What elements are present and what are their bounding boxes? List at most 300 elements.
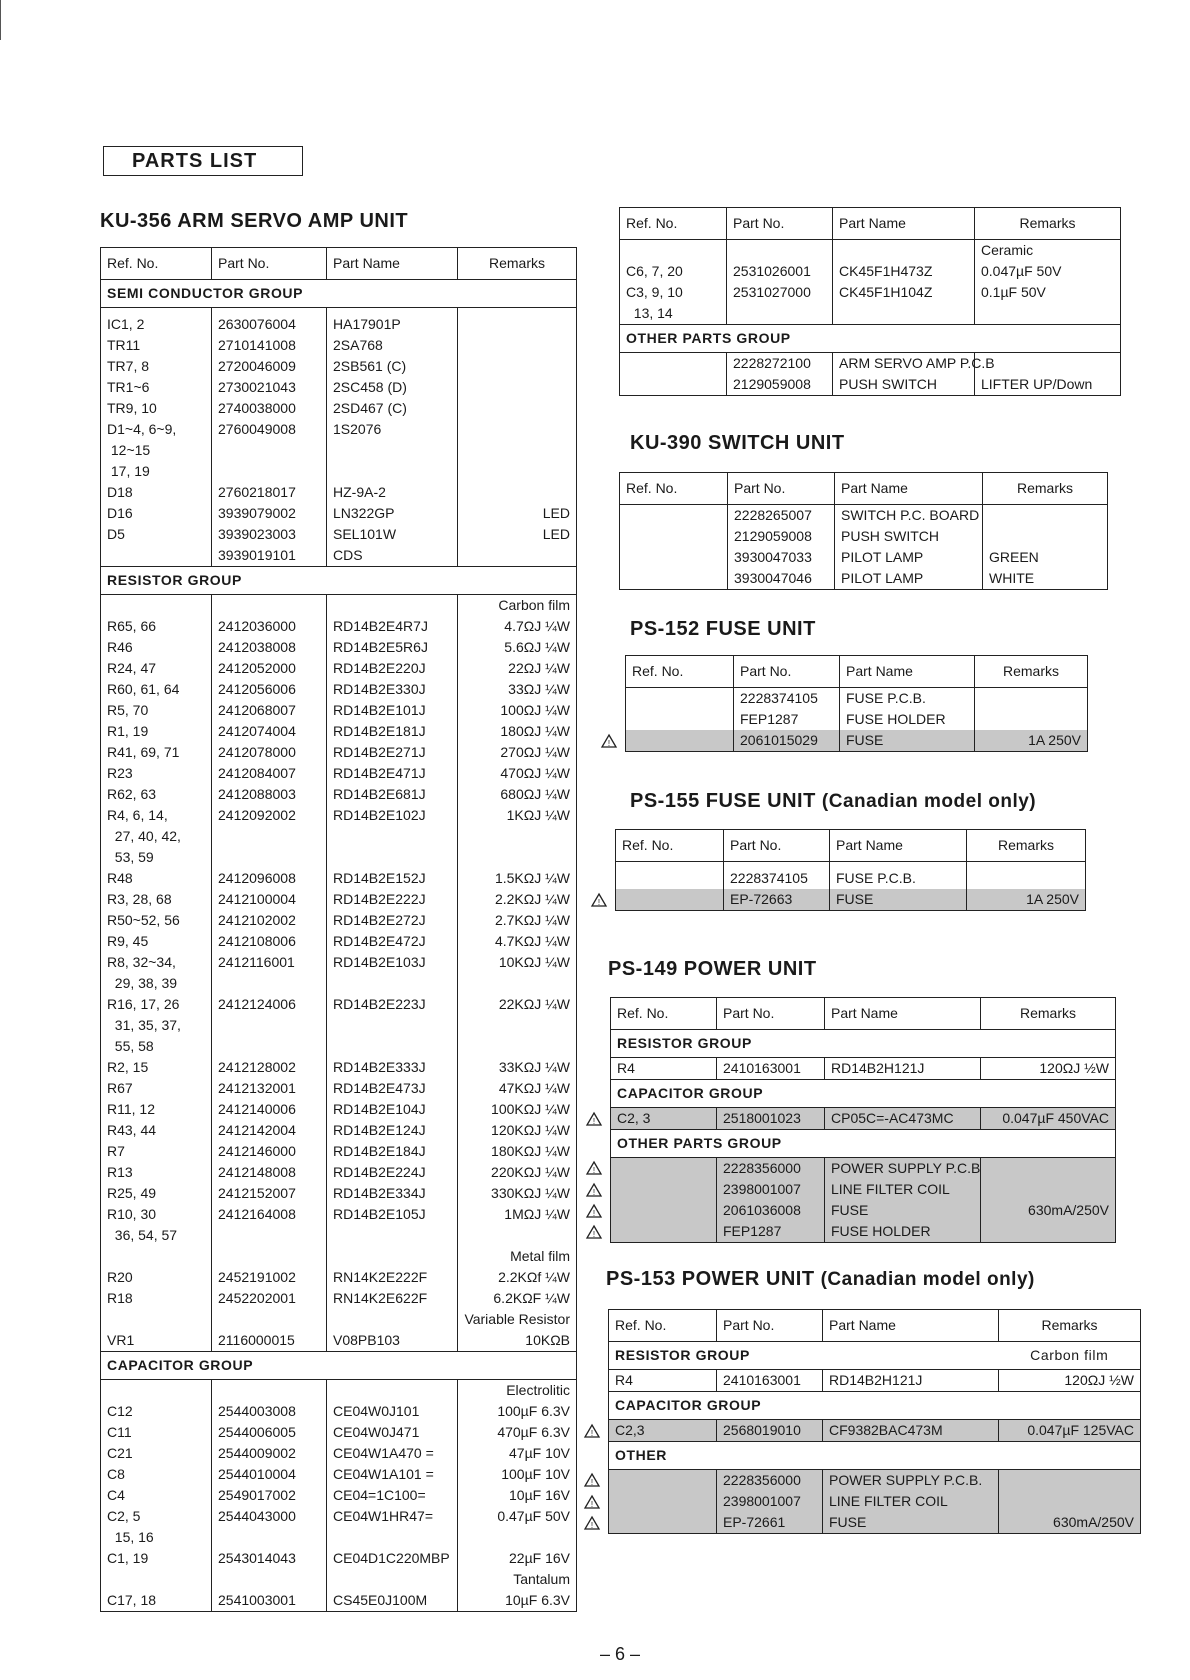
part-name: HZ-9A-2 — [327, 482, 458, 503]
part-no: 2398001007 — [717, 1179, 825, 1200]
ref-no — [626, 709, 734, 730]
group-label: CAPACITOR GROUP — [609, 1392, 1141, 1420]
part-no: 2116000015 — [212, 1330, 327, 1352]
part-no: 2228356000 — [717, 1470, 823, 1492]
group-row — [611, 1030, 1116, 1058]
ref-no: C17, 18 — [101, 1590, 212, 1612]
part-no — [212, 847, 327, 868]
part-no: 2228356000 — [717, 1158, 825, 1180]
remarks — [975, 709, 1088, 730]
part-no: 2541003001 — [212, 1590, 327, 1612]
table-row — [101, 1225, 577, 1246]
part-name: RD14B2E5R6J — [327, 637, 458, 658]
table-row — [101, 1590, 577, 1612]
table-row — [101, 1464, 577, 1485]
ref-no: D16 — [101, 503, 212, 524]
ref-no — [620, 526, 728, 547]
table-row — [101, 545, 577, 567]
remarks — [458, 440, 577, 461]
part-no: 2129059008 — [727, 374, 833, 396]
table-row — [620, 353, 1121, 375]
part-no-header: Part No. — [727, 208, 833, 240]
part-name: RD14B2E124J — [327, 1120, 458, 1141]
page-title: PARTS LIST — [103, 146, 303, 176]
ref-no: 55, 58 — [101, 1036, 212, 1057]
part-name: CP05C=-AC473MC — [825, 1108, 981, 1130]
ps149-title: PS-149 POWER UNIT — [608, 958, 817, 980]
ref-no: R18 — [101, 1288, 212, 1309]
part-no: 2760218017 — [212, 482, 327, 503]
header-row — [620, 473, 1108, 505]
part-no: 2730021043 — [212, 377, 327, 398]
ref-no: TR7, 8 — [101, 356, 212, 377]
table-row — [101, 1057, 577, 1078]
safety-warning-icon — [586, 1112, 602, 1126]
safety-warning-icon — [584, 1495, 600, 1509]
remarks-header: Remarks — [975, 208, 1121, 240]
ref-no — [611, 1179, 717, 1200]
part-name-header: Part Name — [840, 656, 975, 688]
remarks: Variable Resistor — [458, 1309, 577, 1330]
part-no — [212, 1380, 327, 1402]
ref-no: R25, 49 — [101, 1183, 212, 1204]
remarks — [458, 1015, 577, 1036]
part-name: CE04W1A470 = — [327, 1443, 458, 1464]
remarks-header: Remarks — [967, 830, 1086, 862]
remarks: 1KΩJ ¼W — [458, 805, 577, 826]
part-name — [327, 1569, 458, 1590]
header-row — [609, 1310, 1141, 1342]
part-no: 2412068007 — [212, 700, 327, 721]
part-no: 2412164008 — [212, 1204, 327, 1225]
part-no-header: Part No. — [717, 998, 825, 1030]
group-row — [609, 1442, 1141, 1470]
ref-no — [101, 1380, 212, 1402]
remarks — [458, 973, 577, 994]
table-row — [620, 568, 1108, 590]
remarks: 0.047µF 450VAC — [981, 1108, 1116, 1130]
table-row — [101, 461, 577, 482]
remarks: 2.2KΩJ ¼W — [458, 889, 577, 910]
part-no: 2412056006 — [212, 679, 327, 700]
part-no: 2061015029 — [734, 730, 840, 752]
remarks: 10µF 16V — [458, 1485, 577, 1506]
remarks-header: Remarks — [975, 656, 1088, 688]
part-name-header: Part Name — [833, 208, 975, 240]
svg-text:!: ! — [592, 1187, 596, 1197]
table-row — [101, 910, 577, 931]
remarks: 22KΩJ ¼W — [458, 994, 577, 1015]
remarks: 47KΩJ ¼W — [458, 1078, 577, 1099]
part-no — [212, 1246, 327, 1267]
table-row — [101, 419, 577, 440]
part-name: CDS — [327, 545, 458, 567]
part-no: 2228265007 — [728, 505, 835, 527]
group-row — [611, 1080, 1116, 1108]
ref-no: R4, 6, 14, — [101, 805, 212, 826]
ref-no: R65, 66 — [101, 616, 212, 637]
part-name: RD14B2E471J — [327, 763, 458, 784]
table-row — [101, 356, 577, 377]
part-no: 2412132001 — [212, 1078, 327, 1099]
part-no — [727, 240, 833, 262]
table-row — [626, 688, 1088, 710]
remarks: 220KΩJ ¼W — [458, 1162, 577, 1183]
ref-no: R9, 45 — [101, 931, 212, 952]
part-name: 2SA768 — [327, 335, 458, 356]
group-row — [611, 1130, 1116, 1158]
part-name — [327, 847, 458, 868]
remarks: 33ΩJ ¼W — [458, 679, 577, 700]
table-row — [620, 505, 1108, 527]
ps152-title: PS-152 FUSE UNIT — [630, 618, 816, 640]
remarks — [999, 1491, 1141, 1512]
table-row — [101, 1401, 577, 1422]
part-no: 2228374105 — [724, 868, 830, 889]
safety-warning-icon — [584, 1473, 600, 1487]
header-row — [616, 830, 1086, 862]
part-name: RD14B2E152J — [327, 868, 458, 889]
table-row — [101, 847, 577, 868]
part-name: FUSE P.C.B. — [840, 688, 975, 710]
part-name: RD14B2H121J — [825, 1058, 981, 1080]
part-no: 2412152007 — [212, 1183, 327, 1204]
table-row — [616, 868, 1086, 889]
part-no: 2412128002 — [212, 1057, 327, 1078]
ps153-title-text: PS-153 POWER UNIT — [606, 1268, 815, 1290]
remarks — [458, 482, 577, 503]
ref-no — [620, 547, 728, 568]
table-row — [609, 1370, 1141, 1392]
ku356-title: KU-356 ARM SERVO AMP UNIT — [100, 210, 409, 232]
ref-no-header: Ref. No. — [620, 208, 727, 240]
part-no: 2543014043 — [212, 1548, 327, 1569]
remarks: 120KΩJ ¼W — [458, 1120, 577, 1141]
svg-text:!: ! — [590, 1478, 594, 1488]
table-row — [101, 398, 577, 419]
ref-no: R4 — [609, 1370, 717, 1392]
ref-no — [101, 1246, 212, 1267]
remarks: 22µF 16V — [458, 1548, 577, 1569]
remarks — [999, 1470, 1141, 1492]
part-no — [212, 461, 327, 482]
remarks: 120ΩJ ½W — [981, 1058, 1116, 1080]
safety-warning-icon — [586, 1161, 602, 1175]
ref-no-header: Ref. No. — [620, 473, 728, 505]
group-row — [609, 1342, 1141, 1370]
remarks — [458, 1225, 577, 1246]
table-row — [101, 1288, 577, 1309]
part-no: 2412096008 — [212, 868, 327, 889]
ref-no: C1, 19 — [101, 1548, 212, 1569]
table-row — [616, 889, 1086, 911]
part-name: CF9382BAC473M — [823, 1420, 999, 1442]
remarks: Tantalum — [458, 1569, 577, 1590]
part-name — [327, 1225, 458, 1246]
table-row — [101, 482, 577, 503]
remarks: 270ΩJ ¼W — [458, 742, 577, 763]
part-no — [212, 440, 327, 461]
page-number: – 6 – — [600, 1644, 641, 1664]
ref-no — [101, 595, 212, 617]
part-name: CE04W0J471 — [327, 1422, 458, 1443]
header-row — [620, 208, 1121, 240]
ref-no: C2,3 — [609, 1420, 717, 1442]
ref-no — [101, 545, 212, 567]
ref-no — [620, 240, 727, 262]
group-row — [101, 1352, 577, 1380]
table-row — [101, 679, 577, 700]
part-no: 2412084007 — [212, 763, 327, 784]
ref-no: 29, 38, 39 — [101, 973, 212, 994]
group-label: OTHER PARTS GROUP — [611, 1130, 1116, 1158]
ref-no — [101, 1309, 212, 1330]
part-name: RN14K2E622F — [327, 1288, 458, 1309]
part-no: 2412140006 — [212, 1099, 327, 1120]
part-name — [327, 1309, 458, 1330]
part-name: 1S2076 — [327, 419, 458, 440]
remarks: 0.1µF 50V — [975, 282, 1121, 303]
part-name: HA17901P — [327, 314, 458, 335]
part-no: 2412038008 — [212, 637, 327, 658]
remarks: 10KΩB — [458, 1330, 577, 1352]
group-label: RESISTOR GROUP — [609, 1342, 999, 1370]
part-no: 2412052000 — [212, 658, 327, 679]
table-row — [101, 524, 577, 545]
group-label: SEMI CONDUCTOR GROUP — [101, 280, 577, 308]
part-name — [327, 1527, 458, 1548]
ref-no: R67 — [101, 1078, 212, 1099]
ps155-title-text: PS-155 FUSE UNIT — [630, 790, 816, 812]
table-row — [101, 1330, 577, 1352]
ref-no-header: Ref. No. — [611, 998, 717, 1030]
part-no — [212, 1015, 327, 1036]
table-row — [101, 1141, 577, 1162]
group-row — [101, 567, 577, 595]
table-row — [620, 547, 1108, 568]
remarks: LED — [458, 524, 577, 545]
part-no: 3930047033 — [728, 547, 835, 568]
part-name — [327, 1246, 458, 1267]
svg-text:!: ! — [590, 1499, 594, 1509]
ref-no-header: Ref. No. — [626, 656, 734, 688]
ref-no — [611, 1221, 717, 1243]
part-no: 2412142004 — [212, 1120, 327, 1141]
remarks — [981, 1221, 1116, 1243]
ku356-continued-table — [619, 207, 1121, 396]
remarks-header: Remarks — [458, 248, 577, 280]
safety-warning-icon — [601, 734, 617, 748]
table-row — [101, 1569, 577, 1590]
remarks — [458, 314, 577, 335]
part-name: RD14B2E334J — [327, 1183, 458, 1204]
part-name: CE04W0J101 — [327, 1401, 458, 1422]
part-name: CK45F1H104Z — [833, 282, 975, 303]
svg-text:!: ! — [597, 897, 601, 907]
part-name — [327, 826, 458, 847]
table-row — [101, 994, 577, 1015]
part-name: PUSH SWITCH — [833, 374, 975, 396]
header-row — [611, 998, 1116, 1030]
part-name: RD14B2E220J — [327, 658, 458, 679]
remarks: 1A 250V — [975, 730, 1088, 752]
ref-no: 17, 19 — [101, 461, 212, 482]
remarks: Carbon film — [458, 595, 577, 617]
svg-text:!: ! — [590, 1520, 594, 1530]
part-no: EP-72661 — [717, 1512, 823, 1534]
safety-warning-icon — [586, 1225, 602, 1239]
table-row — [101, 1162, 577, 1183]
table-row — [101, 889, 577, 910]
table-row — [101, 1015, 577, 1036]
remarks: 22ΩJ ¼W — [458, 658, 577, 679]
remarks: 470ΩJ ¼W — [458, 763, 577, 784]
part-name — [327, 595, 458, 617]
ref-no: R62, 63 — [101, 784, 212, 805]
part-no: 2720046009 — [212, 356, 327, 377]
ref-no — [101, 1569, 212, 1590]
part-name: RD14B2E105J — [327, 1204, 458, 1225]
part-no: 2412092002 — [212, 805, 327, 826]
ref-no: C4 — [101, 1485, 212, 1506]
part-name: RD14B2E272J — [327, 910, 458, 931]
part-name: FUSE — [840, 730, 975, 752]
remarks: 1.5KΩJ ¼W — [458, 868, 577, 889]
part-name: RD14B2E101J — [327, 700, 458, 721]
table-row — [101, 1380, 577, 1402]
part-name: FUSE HOLDER — [840, 709, 975, 730]
ref-no — [609, 1470, 717, 1492]
ref-no — [620, 505, 728, 527]
svg-text:!: ! — [592, 1208, 596, 1218]
ref-no: 31, 35, 37, — [101, 1015, 212, 1036]
part-name-header: Part Name — [825, 998, 981, 1030]
svg-text:!: ! — [607, 738, 611, 748]
table-row — [101, 973, 577, 994]
part-no: 2412088003 — [212, 784, 327, 805]
part-name: SEL101W — [327, 524, 458, 545]
ref-no: D18 — [101, 482, 212, 503]
ref-no — [616, 868, 724, 889]
part-no: 2740038000 — [212, 398, 327, 419]
table-row — [626, 709, 1088, 730]
table-row — [620, 261, 1121, 282]
ref-no: R43, 44 — [101, 1120, 212, 1141]
part-name: RD14B2E681J — [327, 784, 458, 805]
ref-no: 15, 16 — [101, 1527, 212, 1548]
part-no: 2412124006 — [212, 994, 327, 1015]
part-no: 2412078000 — [212, 742, 327, 763]
ref-no: C8 — [101, 1464, 212, 1485]
part-no: 2518001023 — [717, 1108, 825, 1130]
table-row — [611, 1158, 1116, 1180]
table-row — [101, 1267, 577, 1288]
ku390-title: KU-390 SWITCH UNIT — [630, 432, 845, 454]
part-no — [212, 1527, 327, 1548]
remarks — [458, 356, 577, 377]
ref-no: D5 — [101, 524, 212, 545]
remarks: 4.7KΩJ ¼W — [458, 931, 577, 952]
table-row — [101, 440, 577, 461]
part-name: POWER SUPPLY P.C.B. — [823, 1470, 999, 1492]
part-name: RD14B2E472J — [327, 931, 458, 952]
part-no: FEP1287 — [734, 709, 840, 730]
safety-warning-icon — [591, 893, 607, 907]
remarks: 10KΩJ ¼W — [458, 952, 577, 973]
ref-no: 12~15 — [101, 440, 212, 461]
part-name: LINE FILTER COIL — [823, 1491, 999, 1512]
remarks: 5.6ΩJ ¼W — [458, 637, 577, 658]
ref-no-header: Ref. No. — [616, 830, 724, 862]
ref-no: R5, 70 — [101, 700, 212, 721]
svg-text:!: ! — [592, 1229, 596, 1239]
ref-no: R23 — [101, 763, 212, 784]
part-no: 2760049008 — [212, 419, 327, 440]
remarks — [458, 1527, 577, 1548]
table-row — [101, 721, 577, 742]
remarks-header: Remarks — [983, 473, 1108, 505]
ref-no: C11 — [101, 1422, 212, 1443]
remarks: LED — [458, 503, 577, 524]
safety-warning-icon — [586, 1183, 602, 1197]
part-no — [212, 973, 327, 994]
table-row — [620, 526, 1108, 547]
ref-no — [611, 1158, 717, 1180]
part-no — [212, 595, 327, 617]
ref-no: R24, 47 — [101, 658, 212, 679]
part-name: PUSH SWITCH — [835, 526, 983, 547]
part-name: RD14B2E271J — [327, 742, 458, 763]
ref-no: R3, 28, 68 — [101, 889, 212, 910]
part-no: 2544006005 — [212, 1422, 327, 1443]
table-row — [101, 335, 577, 356]
part-no: 2061036008 — [717, 1200, 825, 1221]
part-no — [727, 303, 833, 325]
remarks — [975, 303, 1121, 325]
table-row — [626, 730, 1088, 752]
ref-no — [620, 568, 728, 590]
remarks: Electrolitic — [458, 1380, 577, 1402]
part-no: 2412100004 — [212, 889, 327, 910]
remarks: 630mA/250V — [999, 1512, 1141, 1534]
part-name: RD14B2E102J — [327, 805, 458, 826]
ku390-parts-table — [619, 472, 1108, 590]
table-row — [101, 1183, 577, 1204]
group-label: RESISTOR GROUP — [101, 567, 577, 595]
ref-no — [620, 353, 727, 375]
remarks-header: Remarks — [981, 998, 1116, 1030]
remarks: 0.047µF 125VAC — [999, 1420, 1141, 1442]
ref-no: VR1 — [101, 1330, 212, 1352]
table-row — [101, 742, 577, 763]
table-row — [101, 1309, 577, 1330]
remarks — [975, 353, 1121, 375]
group-label: OTHER — [609, 1442, 1141, 1470]
ref-no: TR1~6 — [101, 377, 212, 398]
ref-no: 53, 59 — [101, 847, 212, 868]
remarks: 100KΩJ ¼W — [458, 1099, 577, 1120]
table-row — [620, 303, 1121, 325]
part-no — [212, 826, 327, 847]
part-no: 3930047046 — [728, 568, 835, 590]
part-name: FUSE — [825, 1200, 981, 1221]
part-no: 2544010004 — [212, 1464, 327, 1485]
svg-text:!: ! — [592, 1116, 596, 1126]
part-name-header: Part Name — [835, 473, 983, 505]
part-name: RD14B2E330J — [327, 679, 458, 700]
part-name: V08PB103 — [327, 1330, 458, 1352]
table-row — [101, 1246, 577, 1267]
